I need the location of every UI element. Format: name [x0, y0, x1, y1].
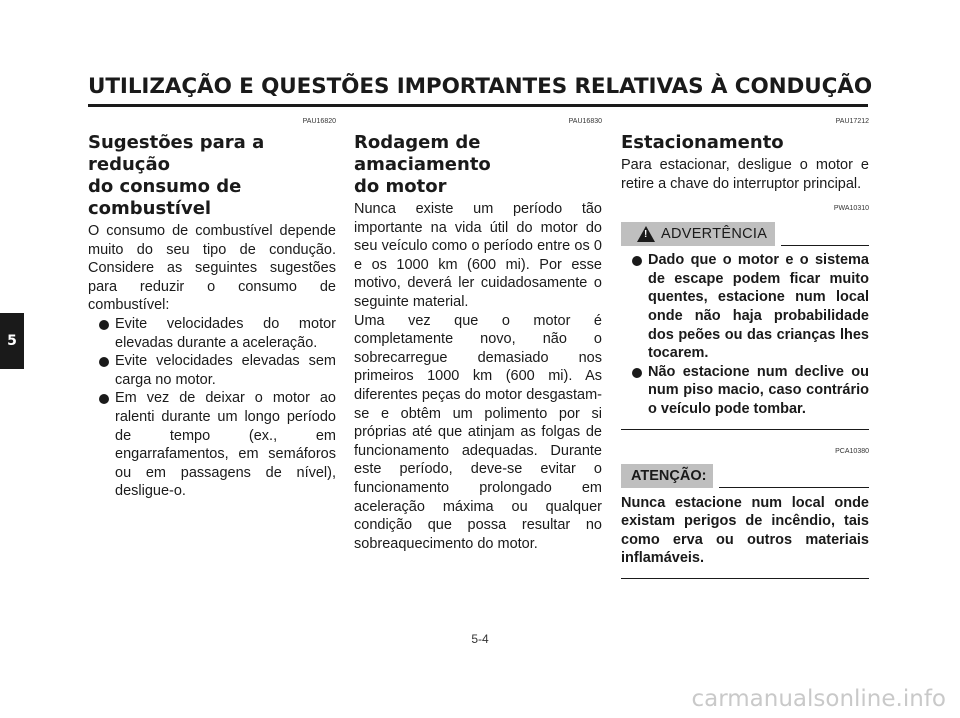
list-item-text: Evite velocidades elevadas sem carga no motor. — [115, 353, 336, 388]
bullet-icon — [99, 320, 109, 330]
section-title-line: do motor — [354, 176, 447, 197]
intro-paragraph: O consumo de combustível depende muito do seu tipo de condução. Considere as seguintes sugestões para reduzir o consumo de combustível: — [88, 223, 336, 314]
page-number: 5-4 — [471, 632, 489, 646]
caution-header-rule — [719, 487, 869, 488]
break-in-section — [354, 112, 602, 553]
section-code: PAU17212 — [835, 118, 869, 125]
warning-header-rule — [781, 245, 869, 246]
chapter-tab: 5 — [0, 313, 24, 369]
section-title — [88, 132, 336, 220]
caution-end-rule — [621, 578, 869, 579]
list-item — [88, 389, 336, 501]
caution-code: PCA10380 — [835, 447, 869, 455]
list-item — [88, 315, 336, 352]
section-title-line: Rodagem de amaciamento — [354, 132, 491, 175]
page-header-title: UTILIZAÇÃO E QUESTÕES IMPORTANTES RELATIVAS À CONDUÇÃO — [88, 74, 873, 99]
warning-badge — [621, 222, 775, 246]
header-rule — [88, 104, 868, 107]
warning-end-rule — [621, 429, 869, 430]
list-item-text: Não estacione num declive ou num piso macio, caso contrário o veículo pode tombar. — [648, 363, 869, 417]
warning-code: PWA10310 — [833, 205, 869, 213]
section-title-line: Sugestões para a redução — [88, 132, 265, 175]
warning-list — [621, 251, 869, 418]
caution-text: Nunca estacione num local onde existam perigos de incêndio, tais como erva ou outros materiais inflamáveis. — [621, 494, 869, 567]
list-item — [621, 363, 869, 419]
section-title — [354, 132, 602, 198]
bullet-icon — [99, 394, 109, 404]
list-item-text: Em vez de deixar o motor ao ralenti durante um longo período de tempo (ex., em engarrafamentos, em semáforos ou em passagens de nível), desligue-o. — [115, 390, 336, 500]
bullet-icon — [99, 357, 109, 367]
section-title-line: do consumo de combustível — [88, 176, 242, 219]
section-code: PAU16830 — [568, 118, 602, 125]
caution-badge: ATENÇÃO: — [621, 464, 713, 488]
list-item-text: Evite velocidades do motor elevadas durante a aceleração. — [115, 315, 336, 351]
list-item-text: Dado que o motor e o sistema de escape podem ficar muito quentes, estacione num local onde não haja probabilidade dos peões ou das crianças lhes tocarem. — [648, 252, 869, 362]
list-item — [621, 251, 869, 363]
paragraph: Nunca existe um período tão importante na vida útil do motor do seu veículo como o período entre os 0 e os 1000 km (600 mi). Por esse motivo, deverá ler cuidadosamente o seguinte material. — [354, 201, 602, 310]
intro-paragraph: Para estacionar, desligue o motor e retire a chave do interruptor principal. — [621, 157, 869, 192]
caution-header — [621, 460, 869, 492]
fuel-consumption-section — [88, 112, 336, 501]
section-title: Estacionamento — [621, 132, 784, 153]
warning-triangle-icon: ! — [637, 226, 655, 242]
bullet-icon — [632, 368, 642, 378]
section-code: PAU16820 — [302, 118, 336, 125]
paragraph: Uma vez que o motor é completamente novo, não o sobrecarregue demasiado nos primeiros 1000 km (600 mi). As diferentes peças do motor desgastam-se e obtêm um polimento por si próprias até que atinjam as folgas de funcionamento adequadas. Durante este período, deve-se evitar o funcionamento prolongado em aceleração máxima ou qualquer condição que possa resultar no sobreaquecimento do motor. — [354, 312, 602, 552]
warning-label: ADVERTÊNCIA — [661, 226, 768, 243]
parking-section — [621, 112, 869, 579]
warning-header — [621, 217, 869, 249]
site-watermark: carmanualsonline.info — [691, 686, 946, 712]
list-item — [88, 352, 336, 389]
tips-list — [88, 315, 336, 501]
bullet-icon — [632, 256, 642, 266]
